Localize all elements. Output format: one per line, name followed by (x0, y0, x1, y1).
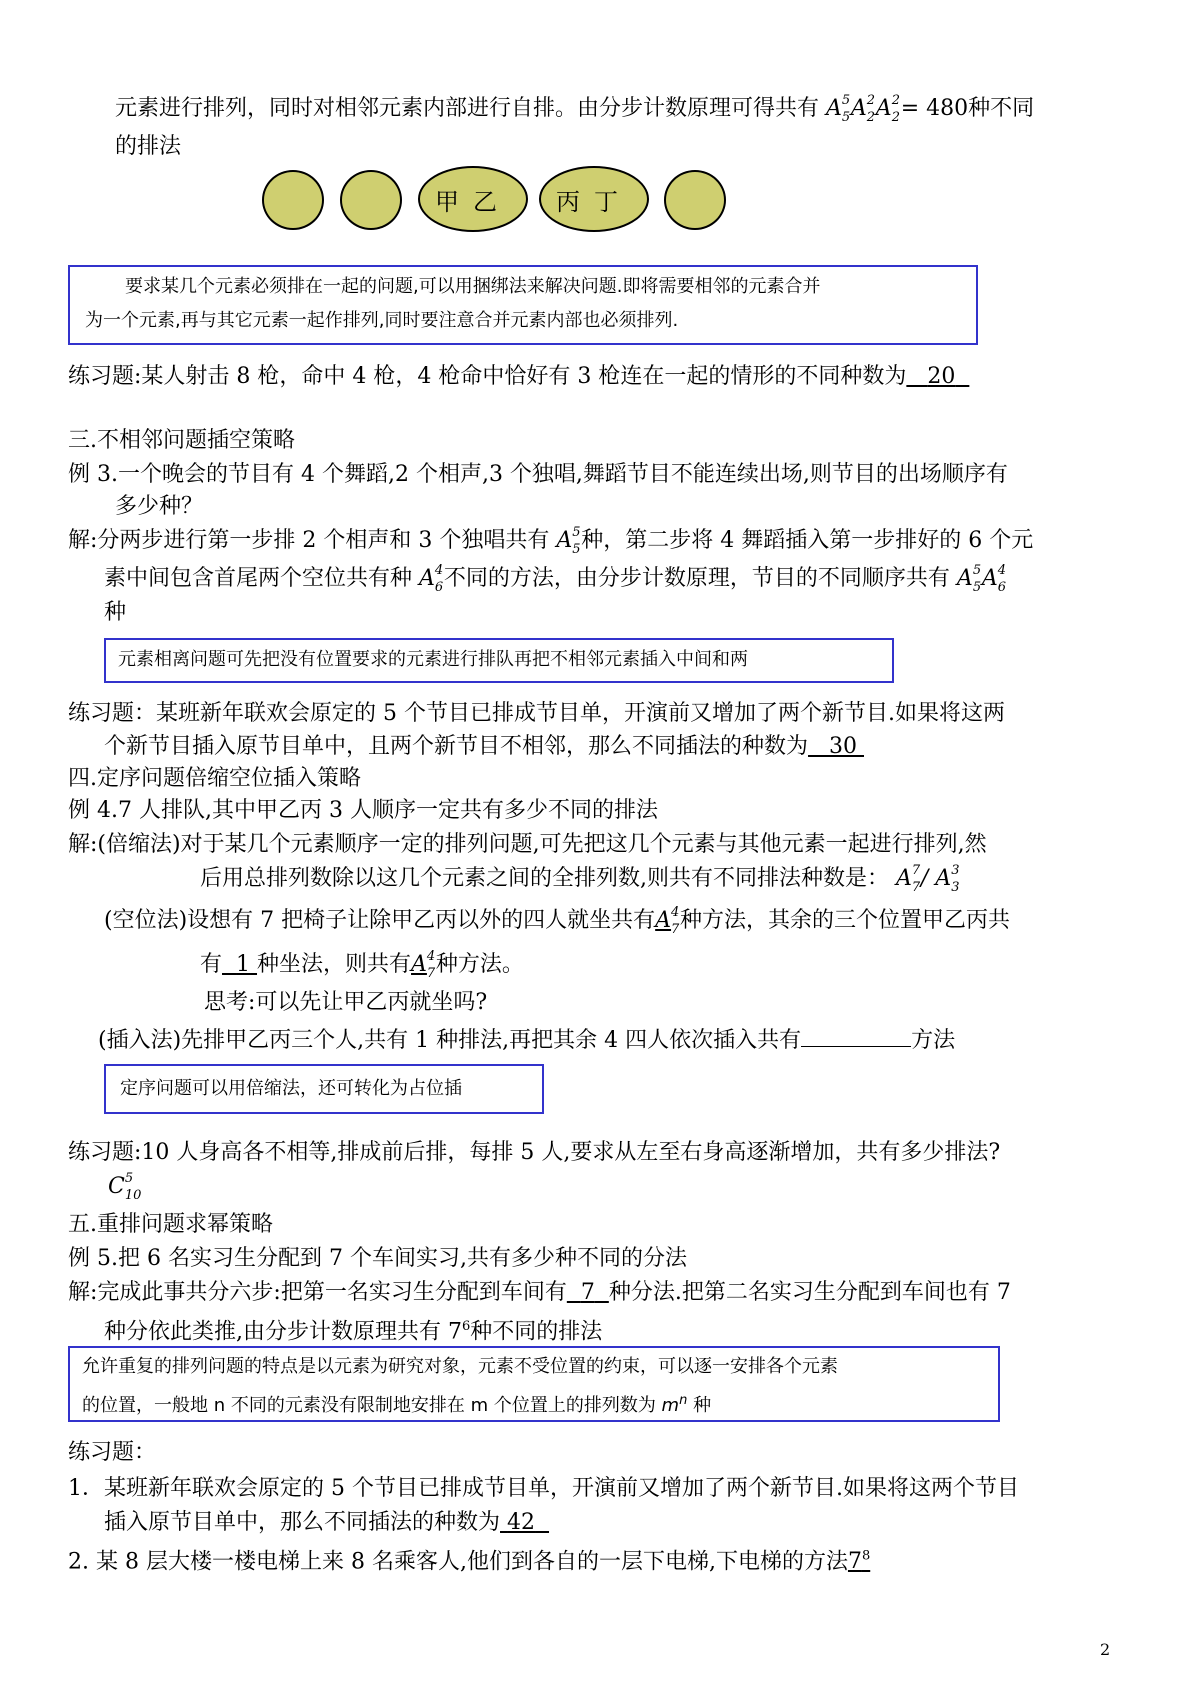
answer-blank (801, 1022, 911, 1047)
solution-4-line2: 后用总排列数除以这几个元素之间的全排列数,则共有不同排法种数是： A 7 7 / A 3 3 (200, 863, 960, 895)
example-4: 例 4.7 人排队,其中甲乙丙 3 人顺序一定共有多少不同的排法 (68, 798, 658, 823)
formula-m-power-n: $m^n$ (655, 1393, 688, 1416)
exercise-2-line2: 个新节目插入原节目单中，且两个新节目不相邻，那么不同插法的种数为 30 (104, 730, 864, 764)
oval-jia-yi: 甲乙 (418, 166, 528, 232)
paragraph-continuation: 元素进行排列，同时对相邻元素内部进行自排。由分步计数原理可得共有 A 5 5 A 2 2 A 2 2 = 480种不同 (115, 93, 1035, 125)
formula-a55: A 5 5 (549, 525, 581, 557)
solution-4-line4: 有 1 种坐法，则共有A 4 7 种方法。 (200, 949, 524, 981)
solution-3-line2: 素中间包含首尾两个空位共有种 A 4 6 不同的方法，由分步计数原理，节目的不同顺序共有 A 5 5 A 4 6 (104, 563, 1006, 595)
exercise-4-heading: 练习题： (68, 1440, 157, 1465)
solution-3-line3: 种 (104, 600, 127, 625)
exercise-4-item-2-answer: $7^8$ (847, 1549, 871, 1575)
formula-a64: A 4 6 (412, 563, 444, 595)
oval-bing-ding: 丙丁 (539, 166, 649, 232)
note-box-binding-line2: 为一个元素,再与其它元素一起作排列,同时要注意合并元素内部也必须排列. (85, 310, 679, 331)
paragraph-continuation-2: 的排法 (115, 134, 182, 159)
oval-empty-3 (664, 170, 726, 230)
formula-a77-over-a33: A 7 7 / A 3 3 (889, 863, 960, 895)
solution-5-answer: 7 (580, 1280, 595, 1305)
exercise-3: 练习题:10 人身高各不相等,排成前后排，每排 5 人,要求从左至右身高逐渐增加，共有多少排法? (68, 1140, 1001, 1165)
solution-5-line2: 种分依此类推,由分步计数原理共有 $7^6$种不同的排法 (104, 1319, 603, 1345)
page-number: 2 (1100, 1640, 1111, 1659)
solution-4-line1: 解:(倍缩法)对于某几个元素顺序一定的排列问题,可先把这几个元素与其他元素一起进行排列,然 (68, 832, 987, 857)
section-3-title: 三.不相邻问题插空策略 (68, 428, 295, 453)
exercise-4-item-2: 2. 某 8 层大楼一楼电梯上来 8 名乘客人,他们到各自的一层下电梯,下电梯的方法$7^8$ (68, 1549, 871, 1575)
exercise-4-item-1-answer: 42 (507, 1510, 536, 1535)
exercise-1: 练习题:某人射击 8 枪，命中 4 枪，4 枪命中恰好有 3 枪连在一起的情形的不同种数为 20 (68, 360, 969, 394)
section-4-title: 四.定序问题倍缩空位插入策略 (68, 766, 361, 791)
exercise-2-line1: 练习题：某班新年联欢会原定的 5 个节目已排成节目单，开演前又增加了两个新节目.如果将这两 (68, 701, 1005, 726)
note-box-binding-line1: 要求某几个元素必须排在一起的问题,可以用捆绑法来解决问题.即将需要相邻的元素合并 (125, 276, 821, 297)
example-5: 例 5.把 6 名实习生分配到 7 个车间实习,共有多少种不同的分法 (68, 1246, 687, 1271)
formula-a5a2a2: A 5 5 A 2 2 A 2 2 (819, 93, 900, 125)
solution-4-line5: (插入法)先排甲乙丙三个人,共有 1 种排法,再把其余 4 四人依次插入共有 方法 (98, 1022, 955, 1058)
solution-3-line1: 解:分两步进行第一步排 2 个相声和 3 个独唱共有 A 5 5 种，第二步将 4 舞蹈插入第一步排好的 6 个元 (68, 525, 1034, 557)
exercise-4-item-1-line2: 插入原节目单中，那么不同插法的种数为 42 (104, 1506, 549, 1540)
formula-c10-5: C 5 10 (108, 1171, 142, 1203)
example-3-line1: 例 3.一个晚会的节目有 4 个舞蹈,2 个相声,3 个独唱,舞蹈节目不能连续出场,则节目的出场顺序有 (68, 462, 1008, 487)
example-3-line2: 多少种？ (115, 494, 204, 519)
formula-a55a64: A 5 5 A 4 6 (949, 563, 1006, 595)
exercise-4-item-1-line1: 1．某班新年联欢会原定的 5 个节目已排成节目单，开演前又增加了两个新节目.如果将这两个节目 (68, 1476, 1019, 1501)
formula-a74: A 4 7 (655, 905, 680, 937)
solution-4-answer-1: 1 (236, 952, 251, 977)
exercise-2-answer: 30 (829, 734, 857, 759)
formula-a74-b: A 4 7 (411, 949, 436, 981)
note-box-separation-text: 元素相离问题可先把没有位置要求的元素进行排队再把不相邻元素插入中间和两 (118, 649, 748, 670)
exercise-1-answer: 20 (927, 364, 956, 389)
note-box-repetition-line2: 的位置，一般地 n 不同的元素没有限制地安排在 m 个位置上的排列数为 $m^n$ 种 (82, 1393, 712, 1416)
oval-empty-2 (340, 170, 402, 230)
solution-5-line1: 解:完成此事共分六步:把第一名实习生分配到车间有 7 种分法.把第二名实习生分配到车间也有 7 (68, 1280, 1011, 1305)
solution-4-line3: (空位法)设想有 7 把椅子让除甲乙丙以外的四人就坐共有A 4 7 种方法，其余的三个位置甲乙丙共 (104, 905, 1011, 937)
oval-empty-1 (262, 170, 324, 230)
note-box-repetition-line1: 允许重复的排列问题的特点是以元素为研究对象，元素不受位置的约束，可以逐一安排各个元素 (82, 1356, 838, 1377)
section-5-title: 五.重排问题求幂策略 (68, 1212, 273, 1237)
think-question: 思考:可以先让甲乙丙就坐吗? (204, 990, 488, 1015)
note-box-order-text: 定序问题可以用倍缩法，还可转化为占位插 (120, 1078, 462, 1099)
